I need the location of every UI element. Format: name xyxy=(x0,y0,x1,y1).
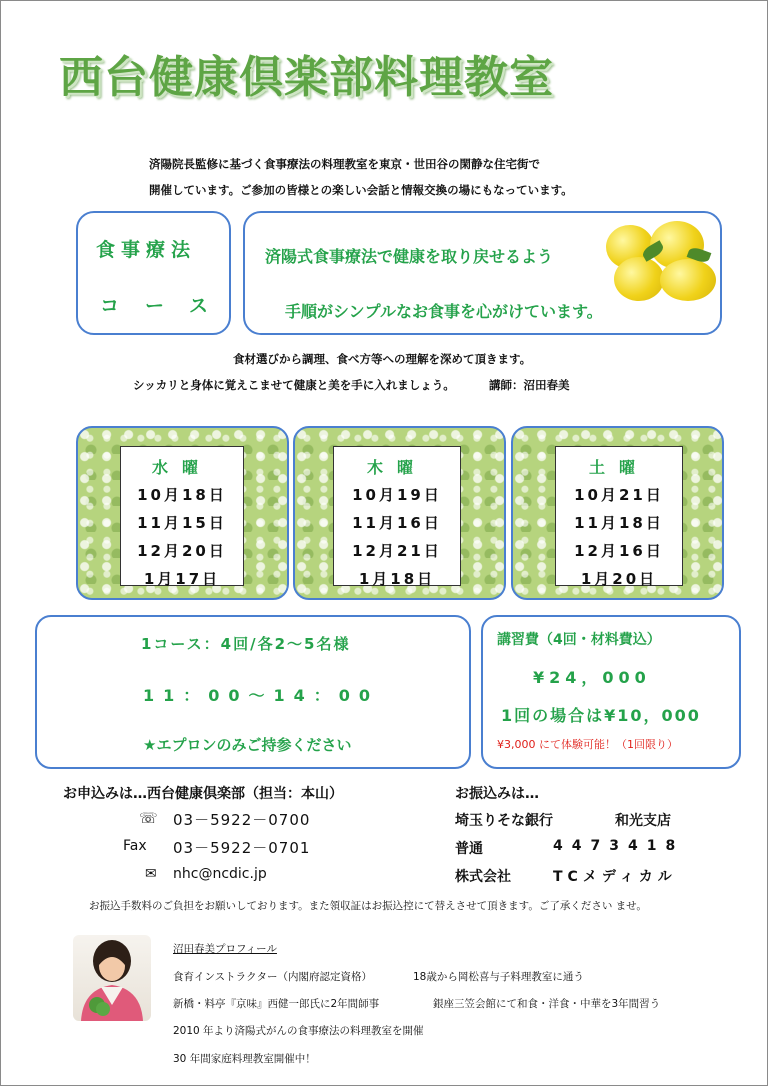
course-desc-line-2: 手順がシンプルなお食事を心がけています。 xyxy=(285,302,603,321)
phone-icon: ☏ xyxy=(139,809,158,827)
course-title-box xyxy=(76,211,235,335)
course-description-box xyxy=(243,211,722,335)
holder-type: 株式会社 xyxy=(455,869,511,885)
date-item: 10月19日 xyxy=(352,486,442,504)
capacity-text: 1コース：4回/各2～5名様 xyxy=(141,635,351,653)
email-link[interactable]: nhc@ncdic.jp xyxy=(173,866,267,882)
day-label: 木曜 xyxy=(366,458,427,477)
day-label: 水曜 xyxy=(151,458,212,477)
bank-branch: 和光支店 xyxy=(615,813,671,829)
contact-heading: お申込みは…西台健康倶楽部（担当：本山） xyxy=(63,786,343,802)
date-item: 12月16日 xyxy=(574,542,664,560)
time-text: 11：00～14：00 xyxy=(143,686,380,705)
trial-notice: ¥3,000 にて体験可能！（1回限り） xyxy=(497,738,678,751)
intro-line-1: 済陽院長監修に基づく食事療法の料理教室を東京・世田谷の閑静な住宅街で xyxy=(149,157,540,171)
instructor-photo xyxy=(73,935,151,1021)
lemon-image xyxy=(600,219,718,303)
fee-amount: ¥24，000 xyxy=(533,668,651,687)
course-details-box xyxy=(35,615,471,769)
fax-number: 03－5922－0701 xyxy=(173,839,311,857)
course-desc-line-1: 済陽式食事療法で健康を取り戻せるよう xyxy=(265,247,554,266)
date-item: 1月18日 xyxy=(358,570,436,588)
bring-text: ★エプロンのみご持参ください xyxy=(143,736,352,754)
date-item: 11月15日 xyxy=(137,514,227,532)
account-number: 4473418 xyxy=(553,838,685,854)
phone-number[interactable]: 03－5922－0700 xyxy=(173,811,311,829)
profile-line: 18歳から岡松喜与子料理教室に通う xyxy=(413,971,584,983)
fax-label: Fax xyxy=(123,838,147,854)
profile-line: 30 年間家庭料理教室開催中！ xyxy=(173,1053,316,1065)
schedule-card-wednesday xyxy=(76,426,289,600)
profile-line: 2010 年より済陽式がんの食事療法の料理教室を開催 xyxy=(173,1025,424,1037)
instructor-label: 講師：沼田春美 xyxy=(489,378,570,392)
account-holder: TCメディカル xyxy=(553,869,677,885)
schedule-card-thursday xyxy=(293,426,506,600)
fee-box xyxy=(481,615,741,769)
intro-line-2: 開催しています。ご参加の皆様との楽しい会話と情報交換の場にもなっています。 xyxy=(149,183,573,197)
date-item: 12月20日 xyxy=(137,542,227,560)
date-item: 11月18日 xyxy=(574,514,664,532)
date-item: 10月21日 xyxy=(574,486,664,504)
date-item: 11月16日 xyxy=(352,514,442,532)
profile-line: 新橋・料亭『京味』西健一郎氏に2年間師事 xyxy=(173,998,380,1010)
profile-line: 食育インストラクター（内閣府認定資格） xyxy=(173,971,372,983)
account-type: 普通 xyxy=(455,841,483,857)
bank-heading: お振込みは… xyxy=(455,786,539,802)
schedule-card-saturday xyxy=(511,426,724,600)
fee-single: 1回の場合は¥10，000 xyxy=(501,706,701,725)
lead-line-2: シッカリと身体に覚えこませて健康と美を手に入れましょう。 xyxy=(133,378,455,392)
transfer-notice: お振込手数料のご負担をお願いしております。また領収証はお振込控にて替えさせて頂きます。ご了承ください ませ。 xyxy=(89,900,647,912)
day-label: 土曜 xyxy=(588,458,649,477)
fee-label: 講習費（4回・材料費込） xyxy=(497,632,661,648)
bank-name: 埼玉りそな銀行 xyxy=(455,813,553,829)
date-item: 1月20日 xyxy=(580,570,658,588)
lead-line-1: 食材選びから調理、食べ方等への理解を深めて頂きます。 xyxy=(233,352,532,366)
date-item: 1月17日 xyxy=(143,570,221,588)
profile-heading: 沼田春美プロフィール xyxy=(173,943,277,955)
course-title-line-1: 食事療法 xyxy=(96,239,197,261)
date-item: 10月18日 xyxy=(137,486,227,504)
page-title: 西台健康倶楽部料理教室 xyxy=(59,52,554,103)
mail-icon: ✉ xyxy=(145,866,157,882)
profile-line: 銀座三笠会館にて和食・洋食・中華を3年間習う xyxy=(433,998,661,1010)
date-item: 12月21日 xyxy=(352,542,442,560)
course-title-line-2: コース xyxy=(100,295,235,317)
